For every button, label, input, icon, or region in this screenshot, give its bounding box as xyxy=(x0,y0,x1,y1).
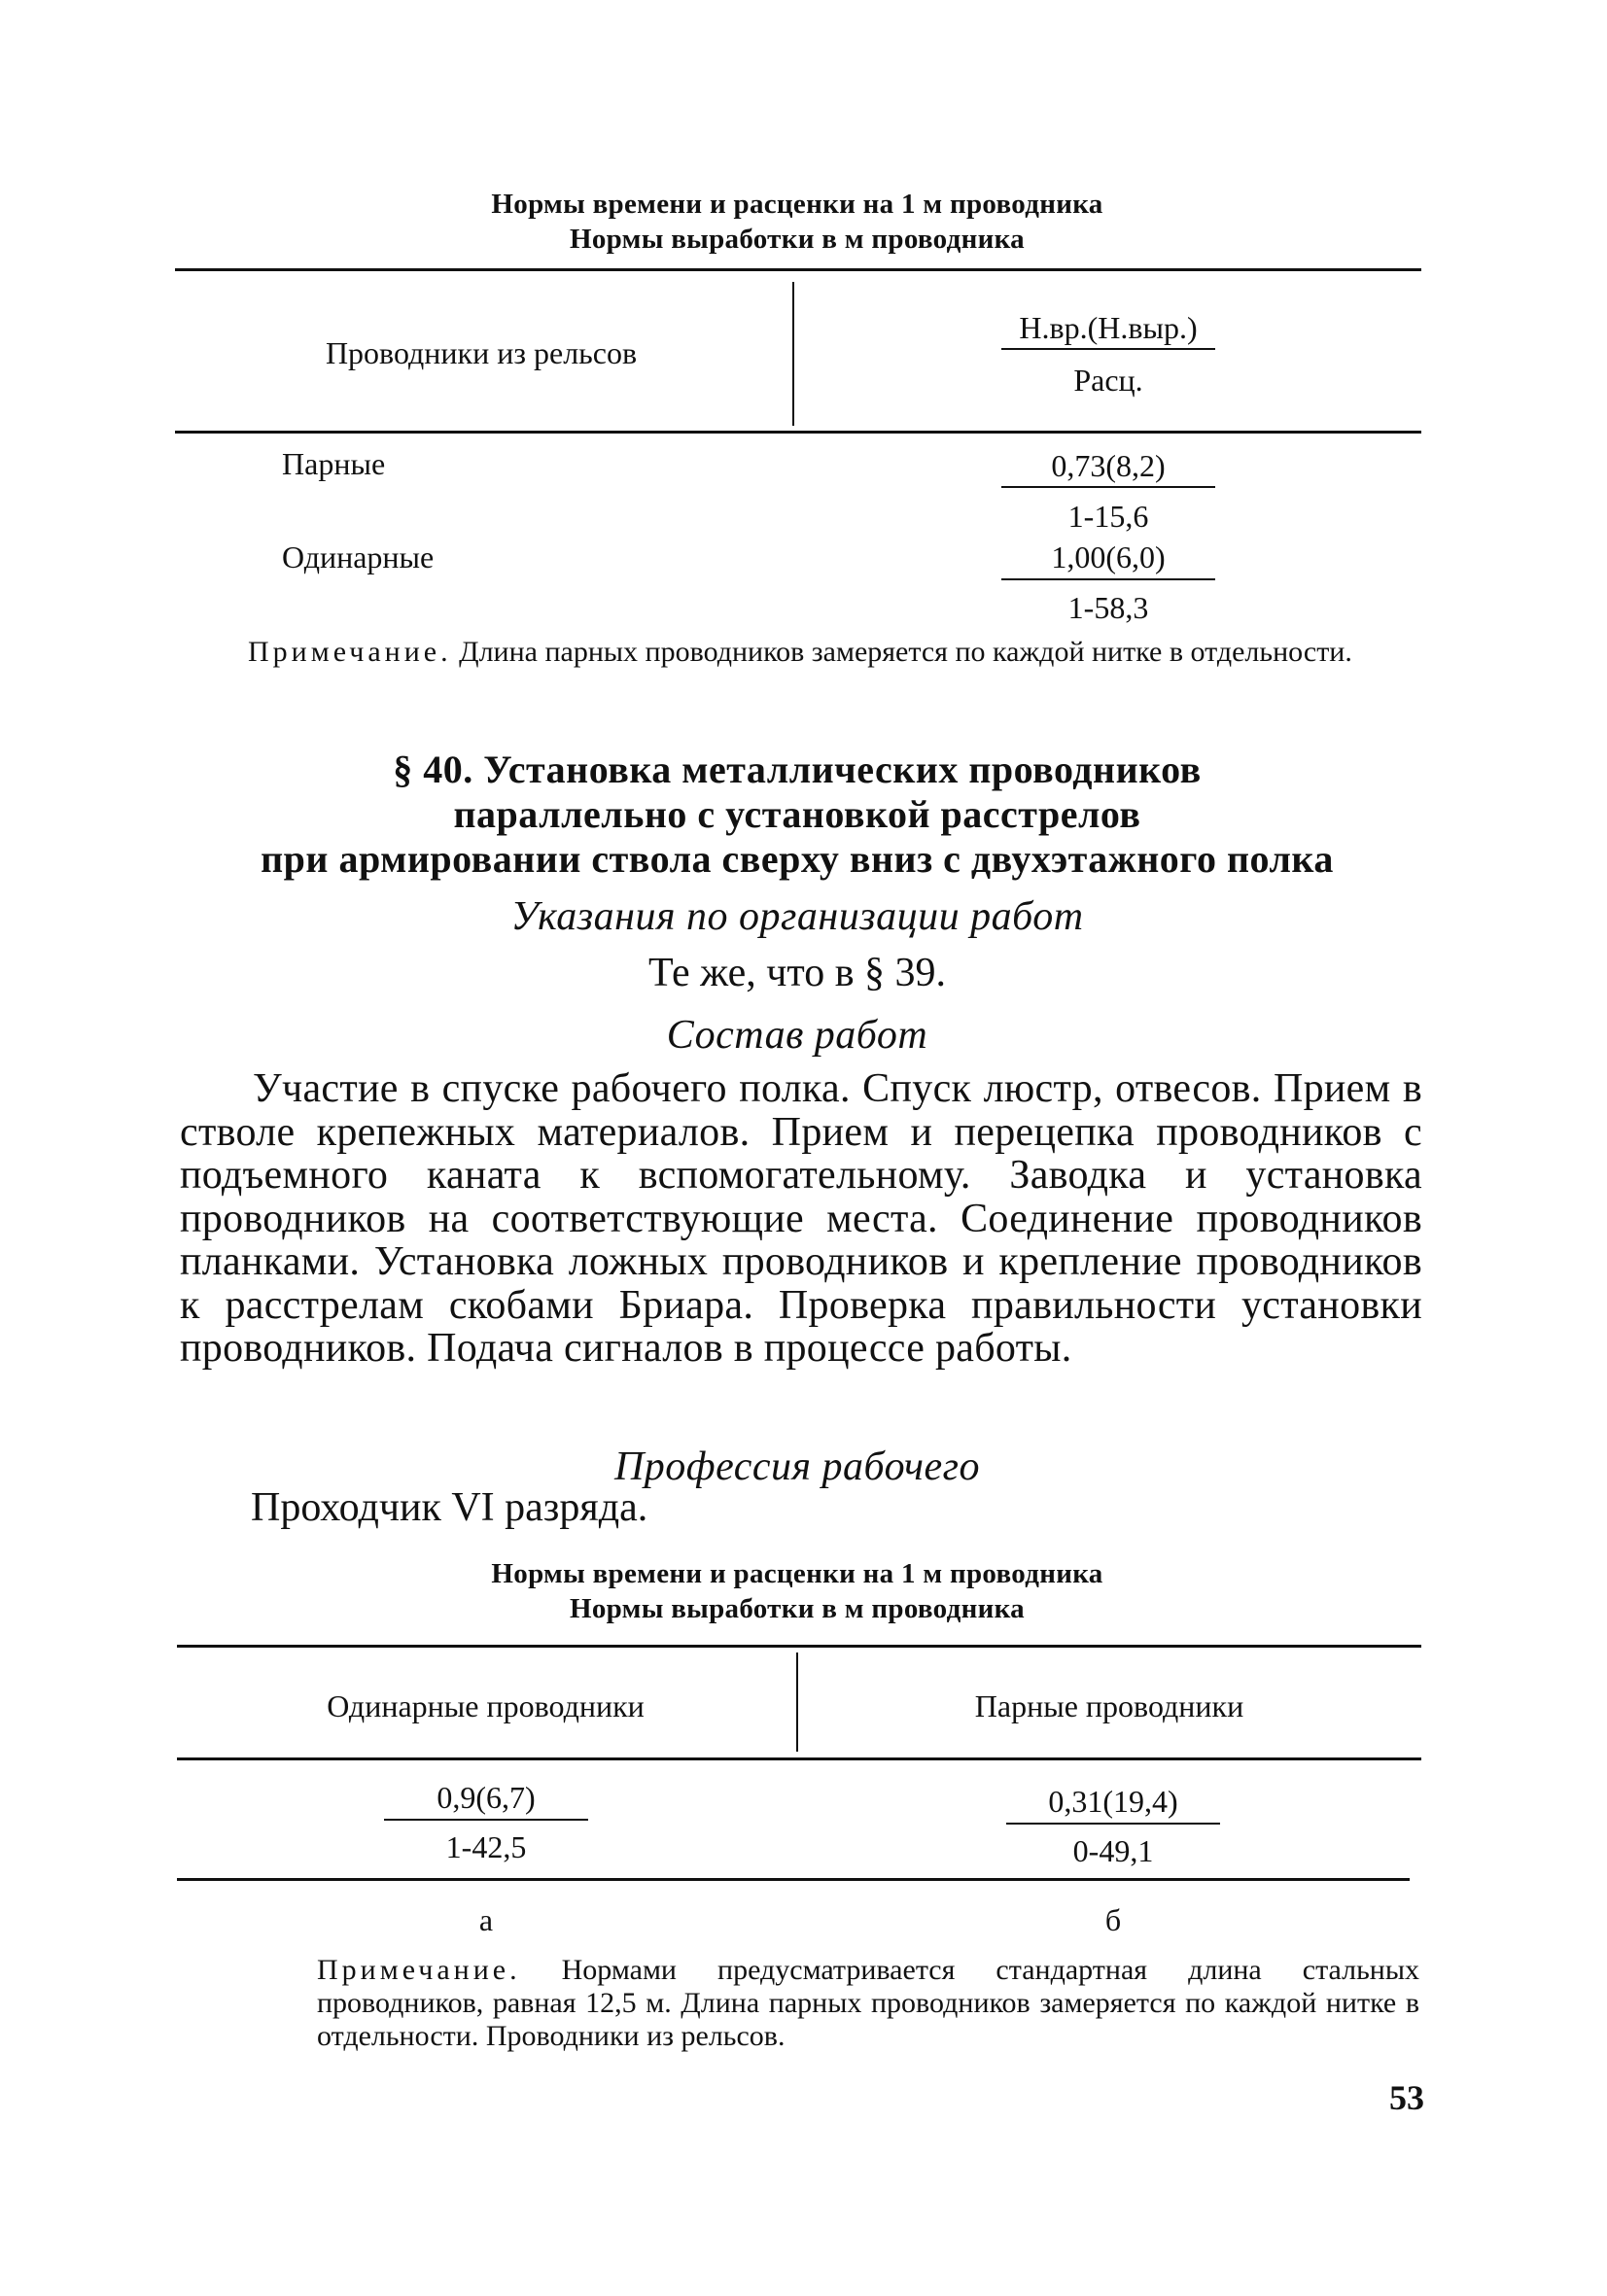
table2-top-rule xyxy=(177,1645,1421,1648)
work-composition-text: Участие в спуске рабочего полка. Спуск люстр, отвесов. Прием в стволе крепежных материалов. Прием и перецепка проводников с подъемного каната к вспомогательному. Заводка и установка проводников на соответствующие места. Соединение проводников планками. Установка ложных проводников и крепление проводников к расстрелам скобами Бриара. Проверка правильности установки проводников. Подача сигналов в процессе работы. xyxy=(180,1066,1422,1371)
table1-row-rate: 1-58,3 xyxy=(1067,590,1149,625)
org-instructions-title: Указания по организации работ xyxy=(510,894,1084,939)
table2-col2-index: б xyxy=(1104,1902,1122,1937)
table2-col1-norm: 0,9(6,7) xyxy=(437,1780,536,1815)
table1-col2-header-bottom: Расц. xyxy=(1073,363,1143,398)
page-number: 53 xyxy=(1389,2078,1424,2117)
table1-row-fraction-line xyxy=(1001,486,1215,488)
table1-row-label: Одинарные xyxy=(282,539,435,574)
table1-col2-header-top: Н.вр.(Н.выр.) xyxy=(1019,310,1198,345)
table2-col1-header: Одинарные проводники xyxy=(327,1688,645,1723)
table2-col1-index: а xyxy=(478,1902,494,1937)
profession-text: Проходчик VI разряда. xyxy=(251,1485,648,1530)
table2-note xyxy=(317,1954,1419,2053)
table2-bottom-rule xyxy=(177,1878,1410,1881)
section-heading-line3: при армировании ствола сверху вниз с двухэтажного полка xyxy=(261,837,1334,881)
table1-col1-header: Проводники из рельсов xyxy=(325,335,638,370)
table2-col1-rate: 1-42,5 xyxy=(445,1829,527,1864)
table1-top-rule xyxy=(175,268,1421,271)
table1-caption-line1: Нормы времени и расценки на 1 м проводника xyxy=(491,189,1103,220)
table2-col2-header: Парные проводники xyxy=(974,1688,1244,1723)
table2-note-text: Нормами предусматривается стандартная длина стальных проводников, равная 12,5 м. Длина парных проводников замеряется по каждой нитке в отдельности. Проводники из рельсов. xyxy=(317,1954,1419,2052)
table2-col2-norm: 0,31(19,4) xyxy=(1048,1784,1178,1819)
table1-header-fraction-line xyxy=(1001,348,1215,350)
org-instructions-text: Те же, что в § 39. xyxy=(647,951,947,995)
table1-row-norm: 1,00(6,0) xyxy=(1051,539,1166,574)
table1-caption-line2: Нормы выработки в м проводника xyxy=(570,224,1025,255)
section-heading-line2: параллельно с установкой расстрелов xyxy=(453,792,1141,836)
table2-col1-fraction-line xyxy=(384,1819,588,1821)
table1-note-label: Примечание. xyxy=(248,636,452,668)
table1-row-norm: 0,73(8,2) xyxy=(1051,448,1166,483)
work-composition-title: Состав работ xyxy=(666,1013,928,1058)
table2-col2-fraction-line xyxy=(1006,1823,1220,1825)
table1-column-divider xyxy=(792,282,794,426)
table1-row-fraction-line xyxy=(1001,578,1215,580)
table2-header-rule xyxy=(177,1757,1421,1760)
table1-row-rate: 1-15,6 xyxy=(1067,499,1149,534)
table1-note xyxy=(248,636,1419,669)
table1-header-rule xyxy=(175,431,1421,434)
table1-note-text: Длина парных проводников замеряется по каждой нитке в отдельности. xyxy=(459,636,1352,668)
table2-caption-line1: Нормы времени и расценки на 1 м проводника xyxy=(491,1558,1103,1589)
section-heading-line1: § 40. Установка металлических проводников xyxy=(393,748,1202,791)
table2-col2-rate: 0-49,1 xyxy=(1072,1833,1154,1868)
table2-note-label: Примечание. xyxy=(317,1954,521,1986)
table1-row-label: Парные xyxy=(282,446,386,481)
profession-title: Профессия рабочего xyxy=(613,1444,981,1489)
table2-caption-line2: Нормы выработки в м проводника xyxy=(570,1593,1025,1624)
